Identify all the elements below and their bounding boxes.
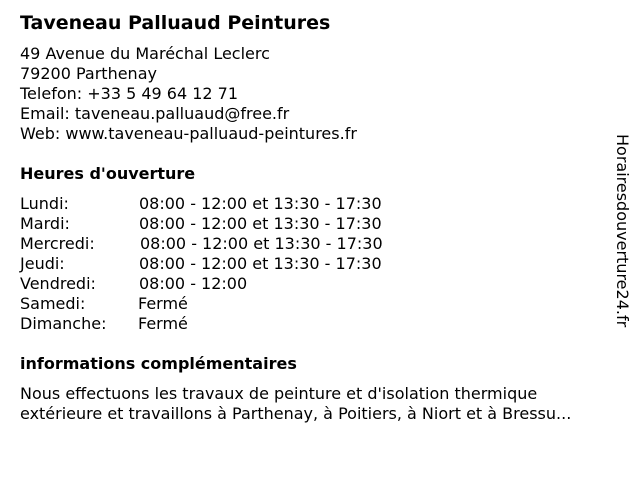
day-label: Vendredi: [20, 274, 96, 293]
day-label: Dimanche: [20, 314, 107, 333]
additional-info-text [20, 384, 630, 424]
time-value: Fermé [138, 314, 188, 333]
business-name: Taveneau Palluaud Peintures [20, 12, 331, 34]
time-value: 08:00 - 12:00 et 13:30 - 17:30 [139, 214, 382, 233]
opening-hours-heading: Heures d'ouverture [20, 164, 196, 183]
website-url[interactable]: Web: www.taveneau-palluaud-peintures.fr [20, 124, 357, 143]
hours-row-saturday [20, 294, 440, 314]
hours-row-tuesday [20, 214, 440, 234]
phone-number[interactable]: Telefon: +33 5 49 64 12 71 [20, 84, 239, 103]
hours-row-thursday [20, 254, 440, 274]
day-label: Lundi: [20, 194, 69, 213]
time-value: Fermé [138, 294, 188, 313]
contact-block [20, 44, 357, 144]
day-label: Mardi: [20, 214, 70, 233]
site-watermark: Horairesdouverture24.fr [613, 134, 632, 328]
hours-row-monday [20, 194, 440, 214]
day-label: Mercredi: [20, 234, 95, 253]
hours-row-wednesday [20, 234, 440, 254]
hours-row-friday [20, 274, 440, 294]
address-street: 49 Avenue du Maréchal Leclerc [20, 44, 270, 63]
day-label: Jeudi: [20, 254, 65, 273]
email-address[interactable]: Email: taveneau.palluaud@free.fr [20, 104, 290, 123]
time-value: 08:00 - 12:00 et 13:30 - 17:30 [139, 194, 382, 213]
description-line: Nous effectuons les travaux de peinture et d'isolation thermique [20, 384, 538, 403]
time-value: 08:00 - 12:00 et 13:30 - 17:30 [140, 234, 383, 253]
description-line: extérieure et travaillons à Parthenay, à Poitiers, à Niort et à Bressu... [20, 404, 572, 423]
opening-hours-table [20, 194, 440, 334]
hours-row-sunday [20, 314, 440, 334]
time-value: 08:00 - 12:00 et 13:30 - 17:30 [139, 254, 382, 273]
time-value: 08:00 - 12:00 [139, 274, 248, 293]
address-city: 79200 Parthenay [20, 64, 157, 83]
day-label: Samedi: [20, 294, 86, 313]
additional-info-heading: informations complémentaires [20, 354, 297, 373]
